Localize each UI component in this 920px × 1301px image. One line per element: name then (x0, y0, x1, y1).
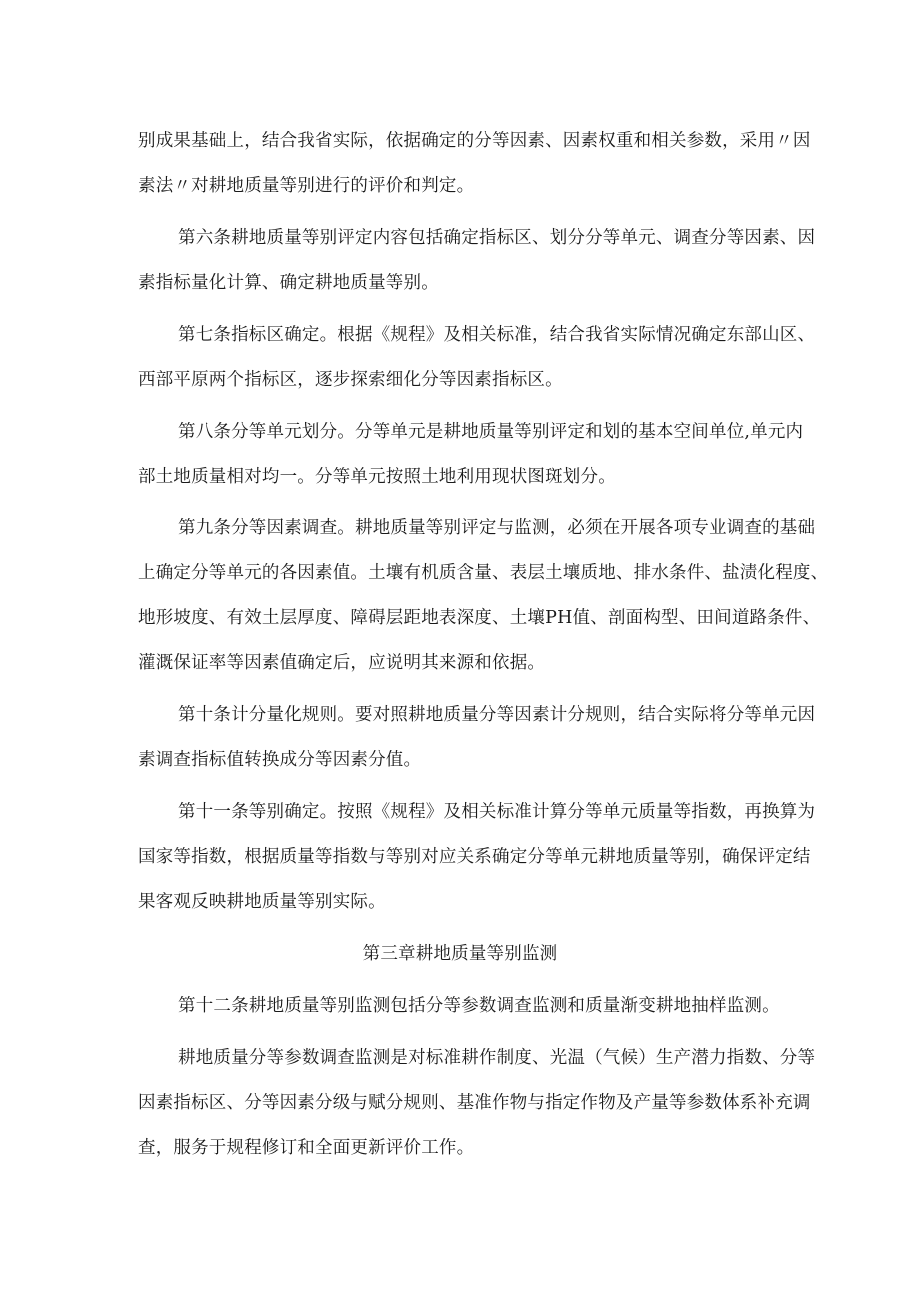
paragraph-line: 国家等指数，根据质量等指数与等别对应关系确定分等单元耕地质量等别，确保评定结 (138, 847, 811, 867)
paragraph-line: 上确定分等单元的各因素值。土壤有机质含量、表层土壤质地、排水条件、盐渍化程度、 (138, 563, 829, 583)
paragraph-line: 果客观反映耕地质量等别实际。 (138, 892, 386, 912)
article-8-line: 第八条分等单元划分。分等单元是耕地质量等别评定和划的基本空间单位,单元内 (178, 422, 804, 442)
article-11-line: 第十一条等别确定。按照《规程》及相关标准计算分等单元质量等指数，再换算为 (178, 802, 816, 822)
paragraph-line: 西部平原两个指标区，逐步探索细化分等因素指标区。 (138, 370, 563, 390)
chapter-heading: 第三章耕地质量等别监测 (362, 944, 558, 964)
paragraph-line: 素指标量化计算、确定耕地质量等别。 (138, 273, 439, 293)
paragraph-line: 灌溉保证率等因素值确定后，应说明其来源和依据。 (138, 653, 546, 673)
paragraph-line: 别成果基础上，结合我省实际，依据确定的分等因素、因素权重和相关参数，采用〃因 (138, 131, 811, 151)
article-10-line: 第十条计分量化规则。要对照耕地质量分等因素计分规则，结合实际将分等单元因 (178, 705, 816, 725)
paragraph-line: 素调查指标值转换成分等因素分值。 (138, 750, 422, 770)
article-7-line: 第七条指标区确定。根据《规程》及相关标准，结合我省实际情况确定东部山区、 (178, 325, 816, 345)
paragraph-line: 查，服务于规程修订和全面更新评价工作。 (138, 1138, 475, 1158)
paragraph-line: 部土地质量相对均一。分等单元按照土地利用现状图斑划分。 (138, 467, 616, 487)
article-6-line: 第六条耕地质量等别评定内容包括确定指标区、划分分等单元、调查分等因素、因 (178, 228, 816, 248)
paragraph-line: 耕地质量分等参数调查监测是对标准耕作制度、光温（气候）生产潜力指数、分等 (178, 1048, 816, 1068)
paragraph-line: 因素指标区、分等因素分级与赋分规则、基准作物与指定作物及产量等参数体系补充调 (138, 1093, 811, 1113)
article-12-line: 第十二条耕地质量等别监测包括分等参数调查监测和质量渐变耕地抽样监测。 (178, 996, 780, 1016)
paragraph-line: 地形坡度、有效土层厚度、障碍层距地表深度、土壤PH值、剖面构型、田间道路条件、 (138, 608, 821, 628)
paragraph-line: 素法〃对耕地质量等别进行的评价和判定。 (138, 176, 475, 196)
article-9-line: 第九条分等因素调查。耕地质量等别评定与监测，必须在开展各项专业调查的基础 (178, 518, 816, 538)
